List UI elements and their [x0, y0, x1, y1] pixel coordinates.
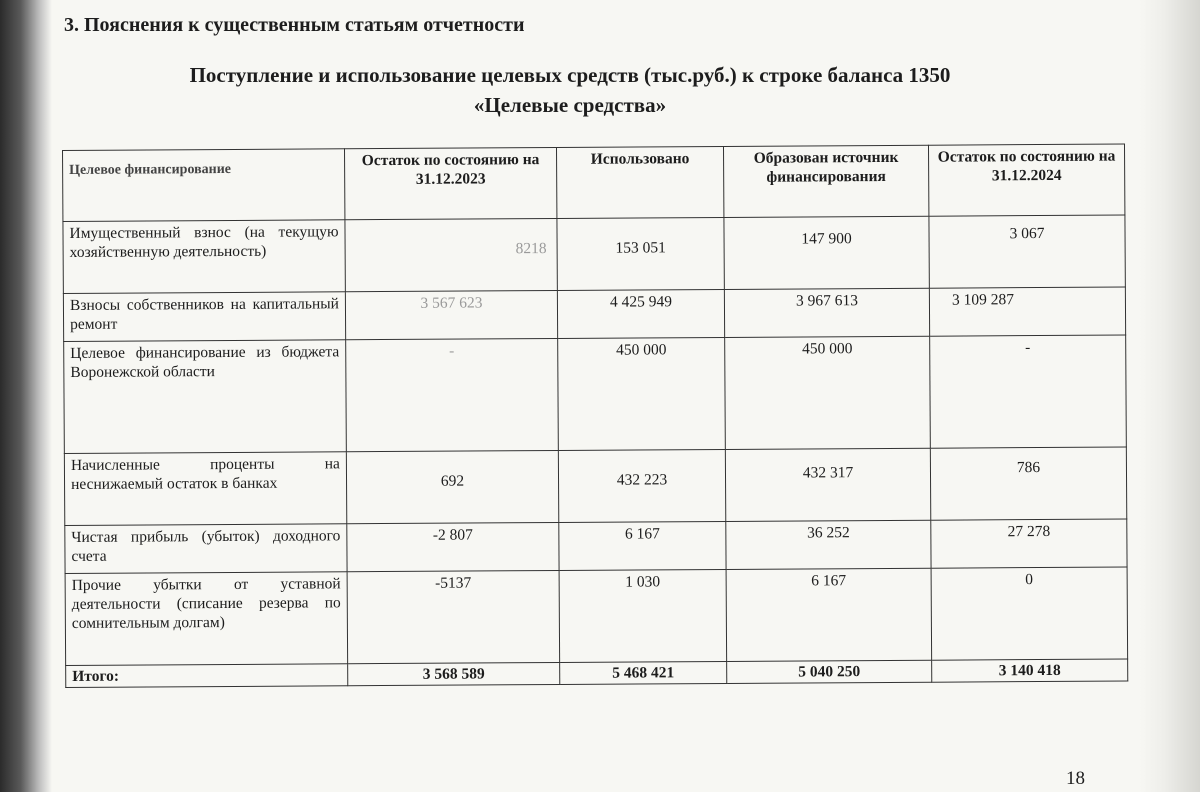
table-row	[64, 335, 1127, 453]
cell-used: 4 425 949	[557, 289, 724, 338]
document-title-line-1: Поступление и использование целевых средств (тыс.руб.) к строке баланса 1350	[189, 63, 951, 87]
target-funds-table	[62, 144, 1128, 688]
column-header-used: Использовано	[556, 146, 723, 218]
cell-balance-start: -5137	[347, 570, 560, 663]
document-title	[70, 60, 1070, 120]
row-label: Имущественный взнос (на текущую хозяйственную деятельность)	[63, 220, 345, 294]
column-header-balance-end: Остаток по состоянию на 31.12.2024	[928, 144, 1124, 216]
cell-formed: 6 167	[726, 568, 932, 661]
row-label: Прочие убытки от уставной деятельности (списание резерва по сомнительным долгам)	[65, 572, 348, 666]
row-label: Целевое финансирование из бюджета Воронежской области	[64, 340, 347, 454]
total-label: Итого:	[66, 664, 348, 688]
total-formed: 5 040 250	[727, 660, 932, 683]
cell-formed: 450 000	[725, 336, 931, 449]
cell-balance-start: 692	[346, 450, 558, 523]
cell-balance-start: 3 567 623	[345, 290, 557, 339]
table-header-row	[63, 144, 1125, 221]
page-number: 18	[1066, 768, 1085, 789]
cell-formed: 3 967 613	[724, 288, 929, 337]
cell-formed: 147 900	[724, 216, 929, 289]
column-header-financing: Целевое финансирование	[63, 149, 345, 222]
cell-used: 153 051	[557, 217, 724, 290]
table-row	[65, 567, 1128, 665]
cell-balance-end: 27 278	[931, 519, 1127, 568]
cell-balance-end: 786	[930, 447, 1126, 520]
cell-balance-start: -	[346, 338, 559, 451]
cell-used: 450 000	[558, 337, 726, 450]
table-row	[65, 519, 1127, 573]
row-label: Начисленные проценты на неснижаемый остаток в банках	[64, 452, 346, 526]
cell-balance-end: 0	[931, 567, 1128, 660]
cell-used: 1 030	[559, 569, 727, 662]
document-title-line-2: «Целевые средства»	[473, 93, 667, 117]
total-used: 5 468 421	[560, 661, 727, 684]
row-label: Чистая прибыль (убыток) доходного счета	[65, 524, 347, 574]
scan-binding-shadow	[0, 0, 52, 792]
cell-formed: 432 317	[725, 448, 930, 521]
cell-balance-start: 8218	[345, 218, 557, 291]
cell-used: 432 223	[558, 449, 725, 522]
cell-balance-start: -2 807	[347, 522, 559, 571]
total-balance-end: 3 140 418	[932, 659, 1128, 682]
section-heading: 3. Пояснения к существенным статьям отчетности	[64, 14, 525, 36]
column-header-formed: Образован источник финансирования	[723, 145, 928, 217]
cell-used: 6 167	[559, 521, 726, 570]
cell-balance-end: -	[930, 335, 1127, 448]
scan-page-edge	[1140, 0, 1200, 792]
table-row	[63, 287, 1125, 341]
cell-formed: 36 252	[726, 520, 931, 569]
cell-balance-end: 3 109 287	[929, 287, 1125, 336]
table-row	[63, 215, 1125, 293]
table-row	[64, 447, 1126, 525]
row-label: Взносы собственников на капитальный ремонт	[63, 292, 345, 342]
total-balance-start: 3 568 589	[348, 662, 560, 685]
column-header-balance-start: Остаток по состоянию на 31.12.2023	[344, 147, 556, 219]
cell-balance-end: 3 067	[929, 215, 1125, 288]
